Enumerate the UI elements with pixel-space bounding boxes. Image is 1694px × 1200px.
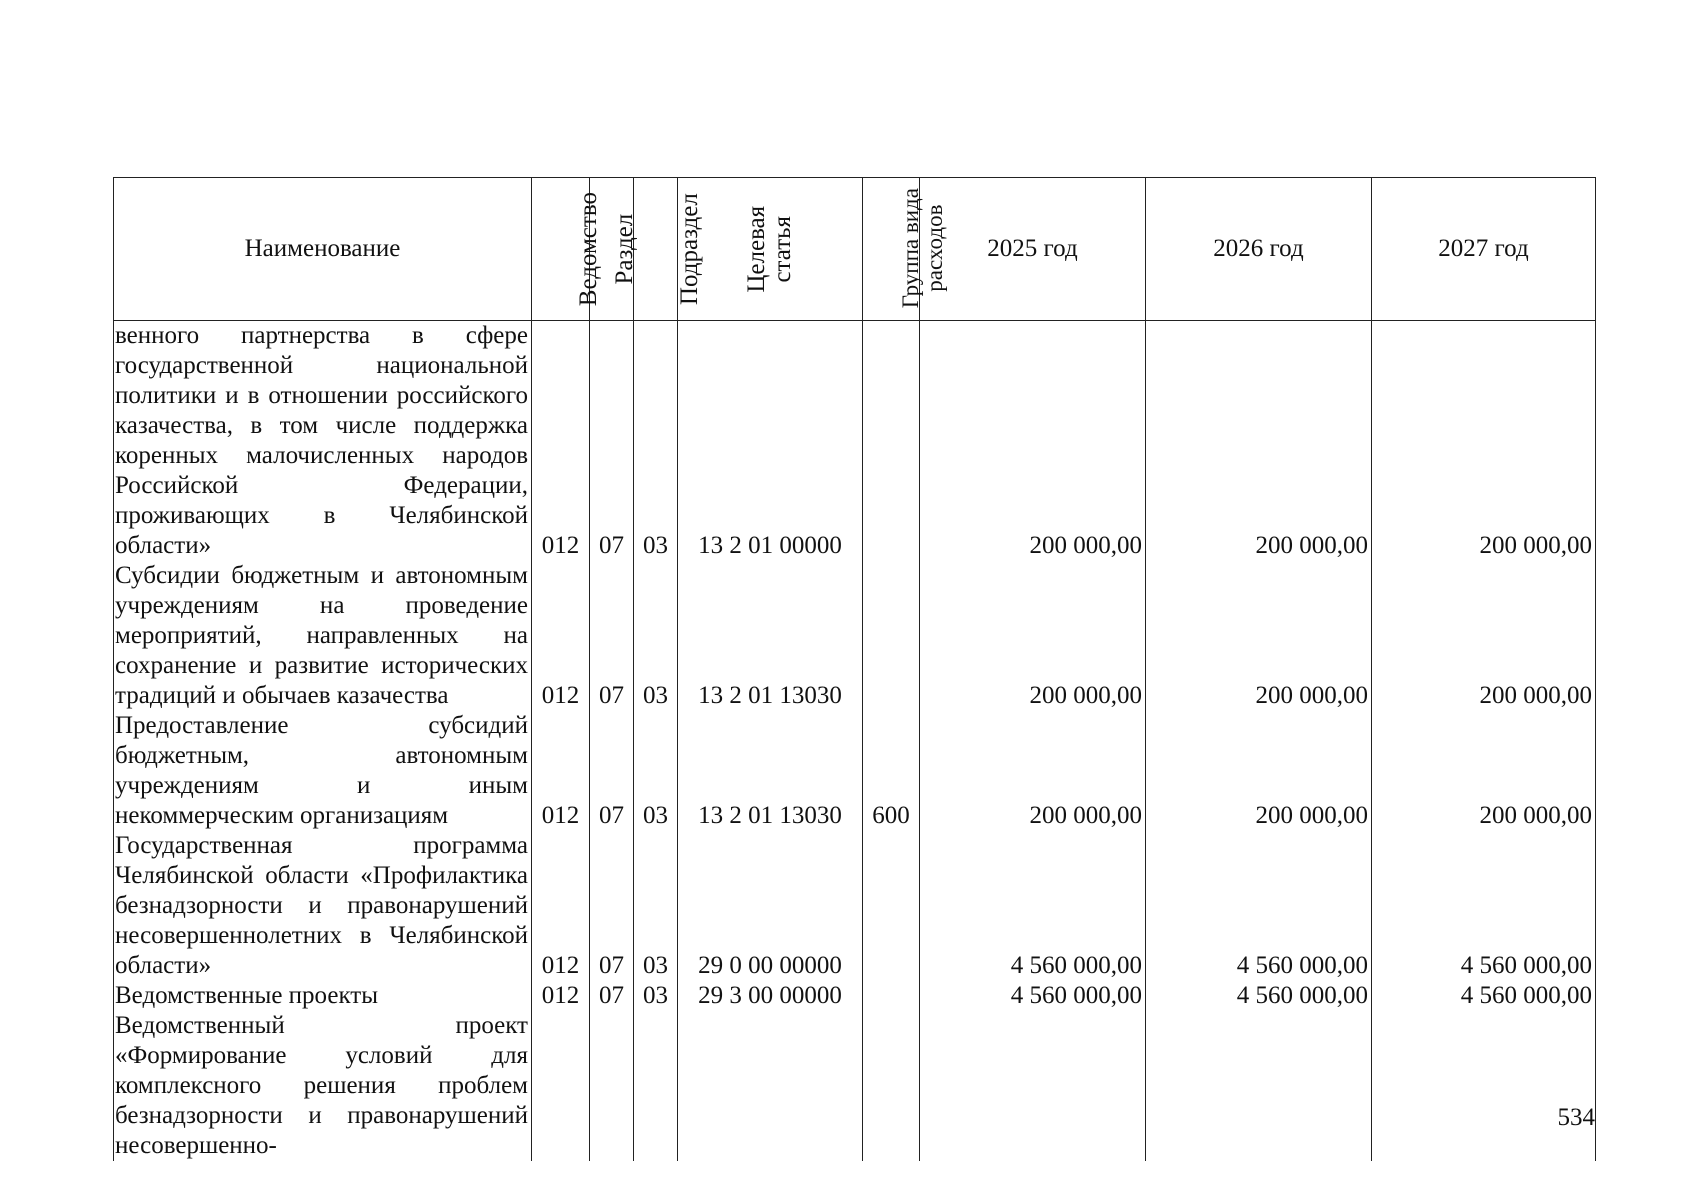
cell-target-item: 29 0 00 00000: [678, 831, 863, 981]
cell-department: 012: [532, 981, 590, 1011]
cell-2026: 200 000,00: [1146, 321, 1372, 562]
budget-table: [113, 177, 1596, 1161]
cell-target-item: 13 2 01 13030: [678, 561, 863, 711]
cell-name: Ведомственные проекты: [114, 981, 532, 1011]
cell-2027: [1372, 1011, 1596, 1161]
cell-subsection: 03: [634, 981, 678, 1011]
cell-expense-group: [863, 831, 920, 981]
cell-subsection: 03: [634, 711, 678, 831]
cell-section: 07: [590, 831, 634, 981]
cell-department: [532, 1011, 590, 1161]
cell-name: Предоставление субсидий бюджетным, автономным учреждениям и иным некоммерческим организациям: [114, 711, 532, 831]
header-section: Раздел: [590, 178, 634, 321]
header-department: Ведомство: [532, 178, 590, 321]
page-number: 534: [1557, 1104, 1595, 1131]
cell-2026: 4 560 000,00: [1146, 981, 1372, 1011]
cell-section: 07: [590, 981, 634, 1011]
cell-expense-group: [863, 1011, 920, 1161]
header-target-item: Целевая статья: [678, 178, 863, 321]
header-expense-group: Группа вида расходов: [863, 178, 920, 321]
cell-department: 012: [532, 831, 590, 981]
cell-2025: 4 560 000,00: [920, 831, 1146, 981]
table-row: [114, 1011, 1596, 1161]
cell-expense-group: [863, 561, 920, 711]
cell-subsection: [634, 1011, 678, 1161]
cell-2027: 200 000,00: [1372, 321, 1596, 562]
cell-target-item: 13 2 01 00000: [678, 321, 863, 562]
cell-2025: 200 000,00: [920, 711, 1146, 831]
table-row: [114, 981, 1596, 1011]
cell-2025: 200 000,00: [920, 321, 1146, 562]
cell-name: Субсидии бюджетным и автономным учреждениям на проведение мероприятий, направленных на сохранение и развитие исторических традиций и обычаев казачества: [114, 561, 532, 711]
cell-target-item: [678, 1011, 863, 1161]
cell-subsection: 03: [634, 321, 678, 562]
cell-expense-group: [863, 321, 920, 562]
cell-target-item: 13 2 01 13030: [678, 711, 863, 831]
cell-name: венного партнерства в сфере государственной национальной политики и в отношении российского казачества, в том числе поддержка коренных малочисленных народов Российской Федерации, проживающих в Челябинской области»: [114, 321, 532, 562]
cell-section: 07: [590, 711, 634, 831]
cell-2026: 200 000,00: [1146, 561, 1372, 711]
table-row: [114, 321, 1596, 562]
cell-2025: [920, 1011, 1146, 1161]
cell-2027: 4 560 000,00: [1372, 981, 1596, 1011]
cell-subsection: 03: [634, 831, 678, 981]
header-name: Наименование: [114, 178, 532, 321]
cell-expense-group: [863, 981, 920, 1011]
table-header-row: [114, 178, 1596, 321]
cell-2026: [1146, 1011, 1372, 1161]
header-year-2027: 2027 год: [1372, 178, 1596, 321]
cell-department: 012: [532, 561, 590, 711]
cell-2025: 4 560 000,00: [920, 981, 1146, 1011]
header-year-2025: 2025 год: [920, 178, 1146, 321]
cell-target-item: 29 3 00 00000: [678, 981, 863, 1011]
cell-2027: 200 000,00: [1372, 711, 1596, 831]
cell-section: 07: [590, 561, 634, 711]
header-year-2026: 2026 год: [1146, 178, 1372, 321]
cell-subsection: 03: [634, 561, 678, 711]
cell-2027: 4 560 000,00: [1372, 831, 1596, 981]
cell-section: 07: [590, 321, 634, 562]
cell-2026: 4 560 000,00: [1146, 831, 1372, 981]
table-row: [114, 561, 1596, 711]
table-row: [114, 711, 1596, 831]
cell-name: Ведомственный проект «Формирование условий для комплексного решения проблем безнадзорности и правонарушений несовершенно-: [114, 1011, 532, 1161]
cell-department: 012: [532, 711, 590, 831]
cell-2025: 200 000,00: [920, 561, 1146, 711]
header-subsection: Подраздел: [634, 178, 678, 321]
cell-2026: 200 000,00: [1146, 711, 1372, 831]
cell-2027: 200 000,00: [1372, 561, 1596, 711]
cell-name: Государственная программа Челябинской области «Профилактика безнадзорности и правонарушений несовершеннолетних в Челябинской области»: [114, 831, 532, 981]
cell-expense-group: 600: [863, 711, 920, 831]
cell-section: [590, 1011, 634, 1161]
cell-department: 012: [532, 321, 590, 562]
table-row: [114, 831, 1596, 981]
